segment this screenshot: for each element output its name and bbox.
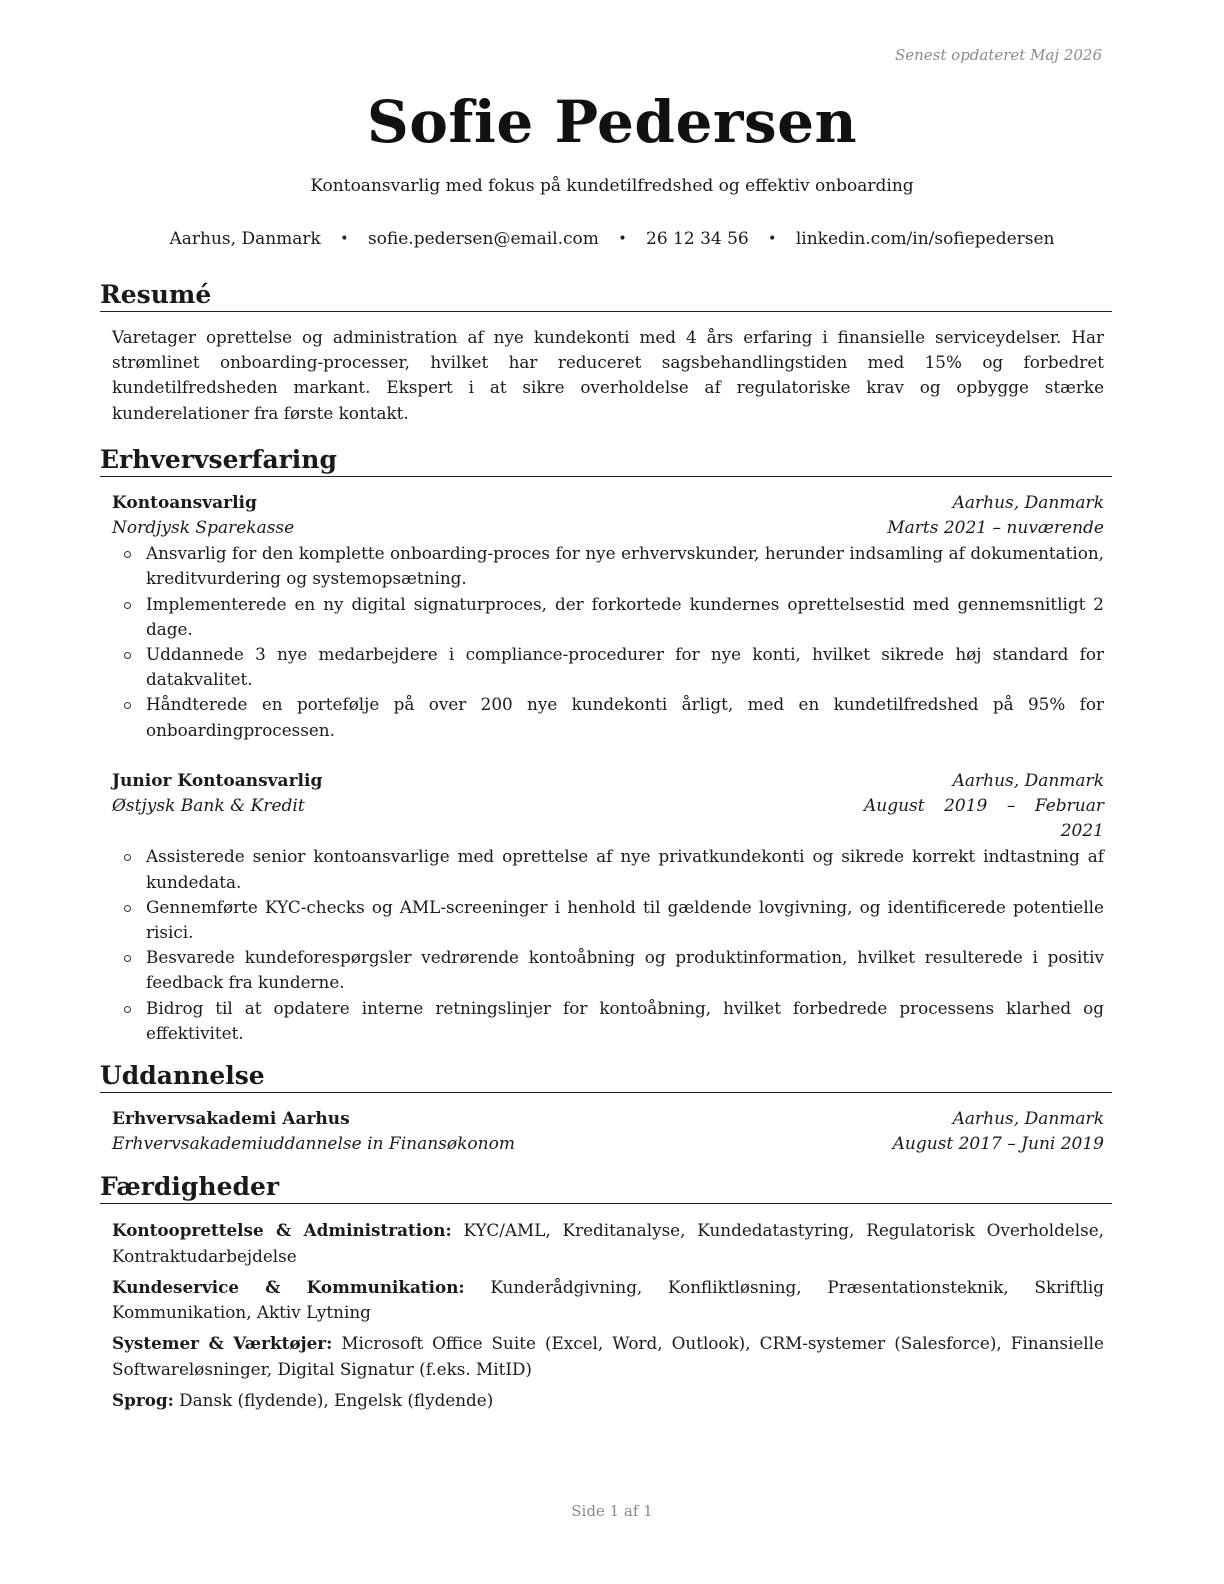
contact-email[interactable]: sofie.pedersen@email.com xyxy=(367,229,599,249)
skill-row xyxy=(112,1218,1104,1268)
contact-line xyxy=(0,227,1224,251)
job-role: Kontoansvarlig xyxy=(112,492,257,513)
job-company: Nordjysk Sparekasse xyxy=(112,518,295,539)
job-entry xyxy=(112,769,1104,1046)
section-title: Færdigheder xyxy=(100,1171,1112,1204)
section-title: Erhvervserfaring xyxy=(100,444,1112,477)
skill-value: Microsoft Office Suite (Excel, Word, Outlook), CRM-systemer (Salesforce), Finansielle Softwareløsninger, Digital Signatur (f.eks. MitID) xyxy=(112,1333,1104,1379)
school-name: Erhvervsakademi Aarhus xyxy=(112,1109,350,1130)
job-bullets xyxy=(112,541,1104,743)
list-item: Bidrog til at opdatere interne retningslinjer for kontoåbning, hvilket forbedrede processens klarhed og effektivitet. xyxy=(112,996,1104,1046)
list-item: Ansvarlig for den komplette onboarding-proces for nye erhvervskunder, herunder indsamling af dokumentation, kreditvurdering og systemopsætning. xyxy=(112,541,1104,591)
section-title: Resumé xyxy=(100,279,1112,312)
summary-section xyxy=(100,279,1112,426)
tagline: Kontoansvarlig med fokus på kundetilfredshed og effektiv onboarding xyxy=(310,176,914,196)
school-location: Aarhus, Danmark xyxy=(952,1109,1104,1130)
section-title: Uddannelse xyxy=(100,1060,1112,1093)
education-dates: August 2017 – Juni 2019 xyxy=(892,1134,1104,1155)
skill-label: Systemer & Værktøjer: xyxy=(112,1333,333,1354)
skill-value: Dansk (flydende), Engelsk (flydende) xyxy=(179,1389,494,1410)
skill-value: Kunderådgivning, Konfliktløsning, Præsentationsteknik, Skriftlig Kommunikation, Aktiv Lytning xyxy=(112,1276,1104,1323)
skills-section xyxy=(100,1171,1112,1412)
skill-label: Kundeservice & Kommunikation: xyxy=(112,1276,465,1297)
summary-text: Varetager oprettelse og administration af nye kundekonti med 4 års erfaring i finansielle serviceydelser. Har strømlinet onboarding-processer, hvilket har reduceret sagsbehandlingstiden med 15% og forbedret kundetilfredsheden markant. Ekspert i at sikre overholdelse af regulatoriske krav og opbygge stærke kunderelationer fra første kontakt. xyxy=(112,327,1104,423)
job-location: Aarhus, Danmark xyxy=(952,770,1104,791)
job-dates: Marts 2021 – nuværende xyxy=(887,518,1104,539)
candidate-name: Sofie Pedersen xyxy=(366,88,858,156)
job-entry xyxy=(112,491,1104,743)
bullet-separator: • xyxy=(340,231,349,247)
bullet-separator: • xyxy=(768,231,777,247)
skill-label: Sprog: xyxy=(112,1389,174,1410)
skill-label: Kontooprettelse & Administration: xyxy=(112,1220,452,1241)
list-item: Besvarede kundeforespørgsler vedrørende kontoåbning og produktinformation, hvilket resulterede i positiv feedback fra kunderne. xyxy=(112,945,1104,995)
contact-location: Aarhus, Danmark xyxy=(169,229,321,249)
skill-row xyxy=(112,1331,1104,1381)
list-item: Implementerede en ny digital signaturproces, der forkortede kundernes oprettelsestid med gennemsnitligt 2 dage. xyxy=(112,592,1104,642)
skill-row xyxy=(112,1388,1104,1413)
list-item: Assisterede senior kontoansvarlige med oprettelse af nye privatkundekonti og sikrede korrekt indtastning af kundedata. xyxy=(112,844,1104,894)
contact-phone: 26 12 34 56 xyxy=(646,229,749,249)
bullet-separator: • xyxy=(618,231,627,247)
job-role: Junior Kontoansvarlig xyxy=(112,770,323,791)
resume-content xyxy=(100,279,1112,1421)
job-bullets xyxy=(112,844,1104,1046)
job-company: Østjysk Bank & Kredit xyxy=(112,796,305,817)
list-item: Håndterede en portefølje på over 200 nye kundekonti årligt, med en kundetilfredshed på 95% for onboardingprocessen. xyxy=(112,692,1104,742)
education-entry xyxy=(112,1107,1104,1157)
degree: Erhvervsakademiuddannelse in Finansøkonom xyxy=(112,1134,515,1155)
list-item: Gennemførte KYC-checks og AML-screeninger i henhold til gældende lovgivning, og identificerede potentielle risici. xyxy=(112,895,1104,945)
job-location: Aarhus, Danmark xyxy=(952,492,1104,513)
job-dates: August 2019 – Februar 2021 xyxy=(864,796,1104,842)
contact-linkedin[interactable]: linkedin.com/in/sofiepedersen xyxy=(795,229,1055,249)
list-item: Uddannede 3 nye medarbejdere i compliance-procedurer for nye konti, hvilket sikrede høj standard for datakvalitet. xyxy=(112,642,1104,692)
experience-section xyxy=(100,444,1112,1046)
skills-list xyxy=(112,1218,1104,1412)
skill-value: KYC/AML, Kreditanalyse, Kundedatastyring, Regulatorisk Overholdelse, Kontraktudarbejdelse xyxy=(112,1220,1104,1266)
skill-row xyxy=(112,1275,1104,1325)
last-updated: Senest opdateret Maj 2026 xyxy=(894,46,1102,64)
page-number: Side 1 af 1 xyxy=(571,1502,653,1520)
education-section xyxy=(100,1060,1112,1157)
